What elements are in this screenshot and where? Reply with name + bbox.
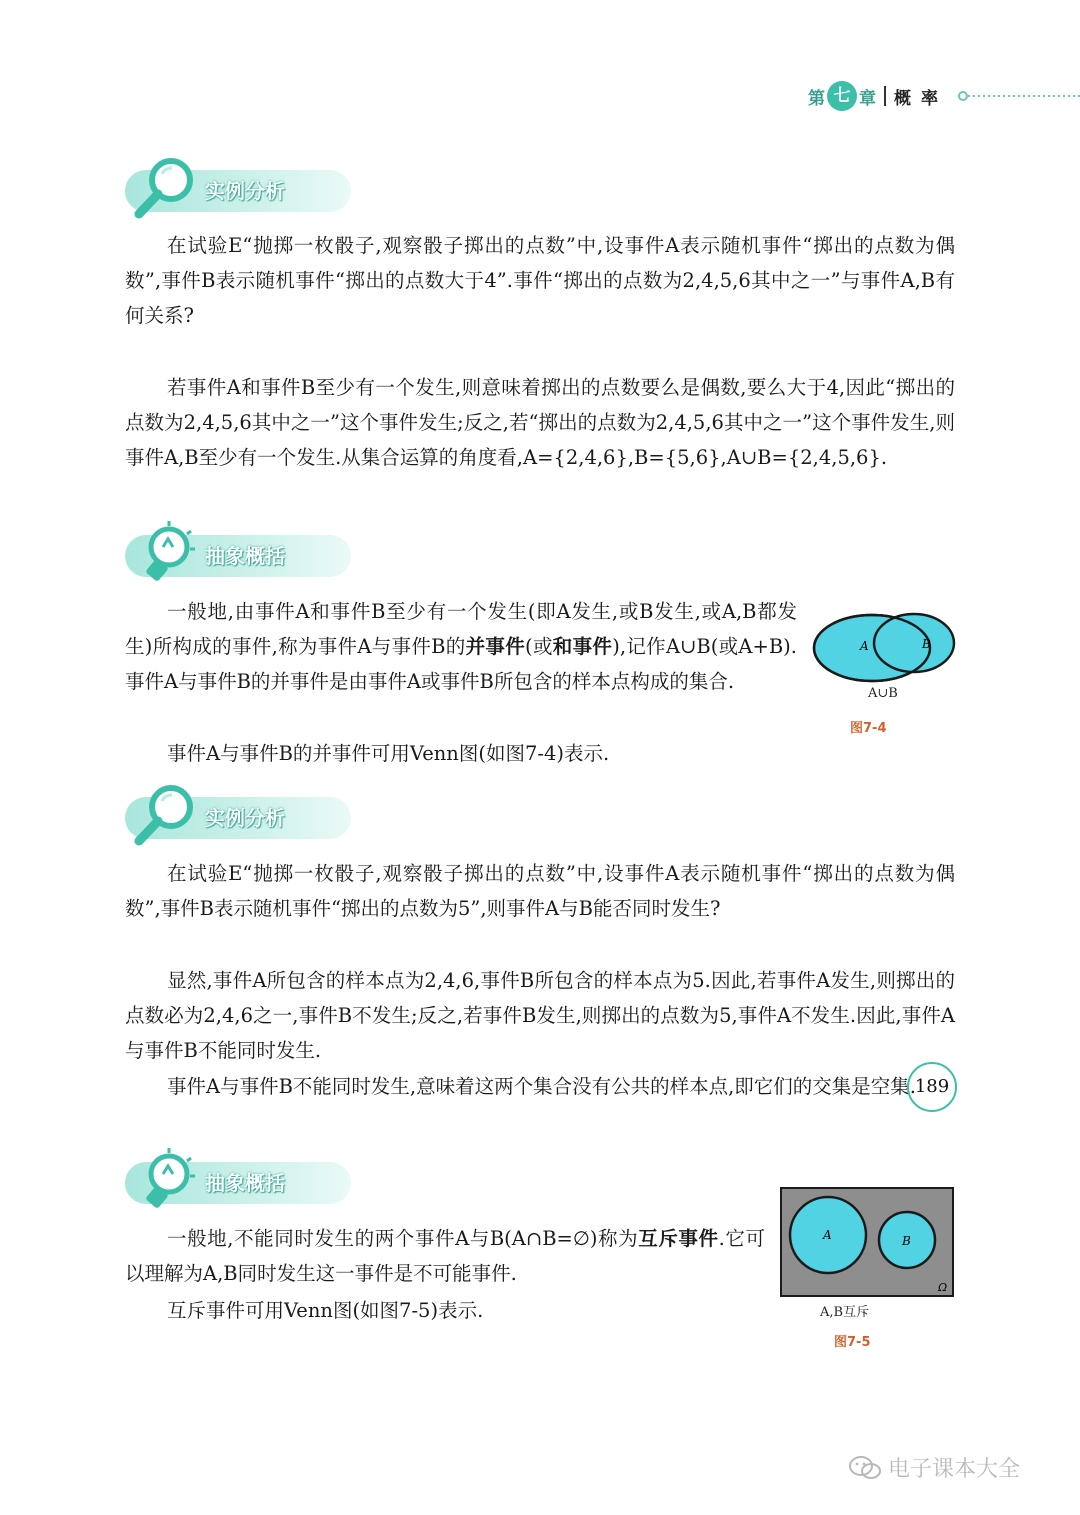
paragraph-venn-ref-2: 互斥事件可用Venn图(如图7-5)表示. [167,1299,484,1322]
magnifier-icon [129,152,203,226]
chapter-title: 概率 [894,88,948,109]
text-segment: .它可以理解为A,B同时发生这一事件是不可能事件. [125,1227,765,1285]
banner-label: 抽象概括 [205,1171,285,1195]
venn-label-a: A [860,639,869,653]
text-segment: 一般地,不能同时发生的两个事件A与B(A∩B=∅)称为 [167,1227,639,1250]
watermark-text: 电子课本大全 [888,1457,1021,1482]
banner-label: 抽象概括 [205,544,285,568]
lightbulb-icon [129,517,203,591]
venn-label-a: A [823,1228,832,1242]
term-sum-event: 和事件 [552,635,613,658]
section-banner-example-2 [125,797,351,839]
chapter-header [808,82,948,110]
banner-label: 实例分析 [205,179,285,203]
text-segment: ),记作A∪B(或A+B).事件A与事件B的并事件是由事件A或事件B所包含的样本点构成的集合. [125,635,797,693]
chapter-number-badge: 七 [827,81,857,111]
figure-caption-exclusive: A,B互斥 [820,1305,870,1320]
banner-label: 实例分析 [205,806,285,830]
paragraph-analysis-1: 若事件A和事件B至少有一个发生,则意味着掷出的点数要么是偶数,要么大于4,因此“掷出的点数为2,4,5,6其中之一”这个事件发生;反之,若“掷出的点数为2,4,5,6其中之一”这个事件发生,则事件A,B至少有一个发生.从集合运算的角度看,A={2,4,6},B={5,6},A∪B={2,4,5,6}. [125,376,955,469]
section-banner-abstract-1 [125,535,351,577]
page-number: 189 [907,1062,957,1112]
paragraph-union-definition [125,594,797,699]
paragraph-example-1: 在试验E“抛掷一枚骰子,观察骰子掷出的点数”中,设事件A表示随机事件“掷出的点数为偶数”,事件B表示随机事件“掷出的点数大于4”.事件“掷出的点数为2,4,5,6其中之一”与事件A,B有何关系? [125,234,955,327]
header-divider [884,86,886,106]
wechat-icon [848,1455,882,1481]
venn-label-b: B [922,637,931,651]
paragraph-empty-intersection: 事件A与事件B不能同时发生,意味着这两个集合没有公共的样本点,即它们的交集是空集. [167,1075,917,1098]
figure-caption-union: A∪B [868,686,898,701]
paragraph-mutually-exclusive-definition [125,1221,765,1291]
venn-diagram-union [810,610,960,686]
magnifier-icon [129,779,203,853]
text-segment: 一般地,由事件A和事件B至少有一个发生(即A发生,或B发生,或A,B都发生)所构成的事件,称为事件A与事件B的 [125,600,797,658]
venn-diagram-mutually-exclusive [780,1187,956,1299]
section-banner-example-1 [125,170,351,212]
venn-label-omega: Ω [938,1281,948,1294]
text-segment: (或 [525,635,553,658]
figure-label-7-5: 图7-5 [834,1335,871,1350]
chapter-suffix: 章 [859,88,876,109]
paragraph-example-2: 在试验E“抛掷一枚骰子,观察骰子掷出的点数”中,设事件A表示随机事件“掷出的点数为偶数”,事件B表示随机事件“掷出的点数为5”,则事件A与B能否同时发生? [125,862,955,920]
figure-label-7-4: 图7-4 [850,721,887,736]
chapter-prefix: 第 [808,88,825,109]
watermark [848,1452,1020,1483]
header-dotted-line [958,95,1080,97]
paragraph-analysis-2: 显然,事件A所包含的样本点为2,4,6,事件B所包含的样本点为5.因此,若事件A发生,则掷出的点数必为2,4,6之一,事件B不发生;反之,若事件B发生,则掷出的点数为5,事件A不发生.因此,事件A与事件B不能同时发生. [125,969,955,1062]
paragraph-venn-ref-1: 事件A与事件B的并事件可用Venn图(如图7-4)表示. [167,742,610,765]
term-mutually-exclusive: 互斥事件 [638,1227,719,1250]
lightbulb-icon [129,1144,203,1218]
term-union-event: 并事件 [465,635,526,658]
venn-label-b: B [902,1234,911,1248]
section-banner-abstract-2 [125,1162,351,1204]
